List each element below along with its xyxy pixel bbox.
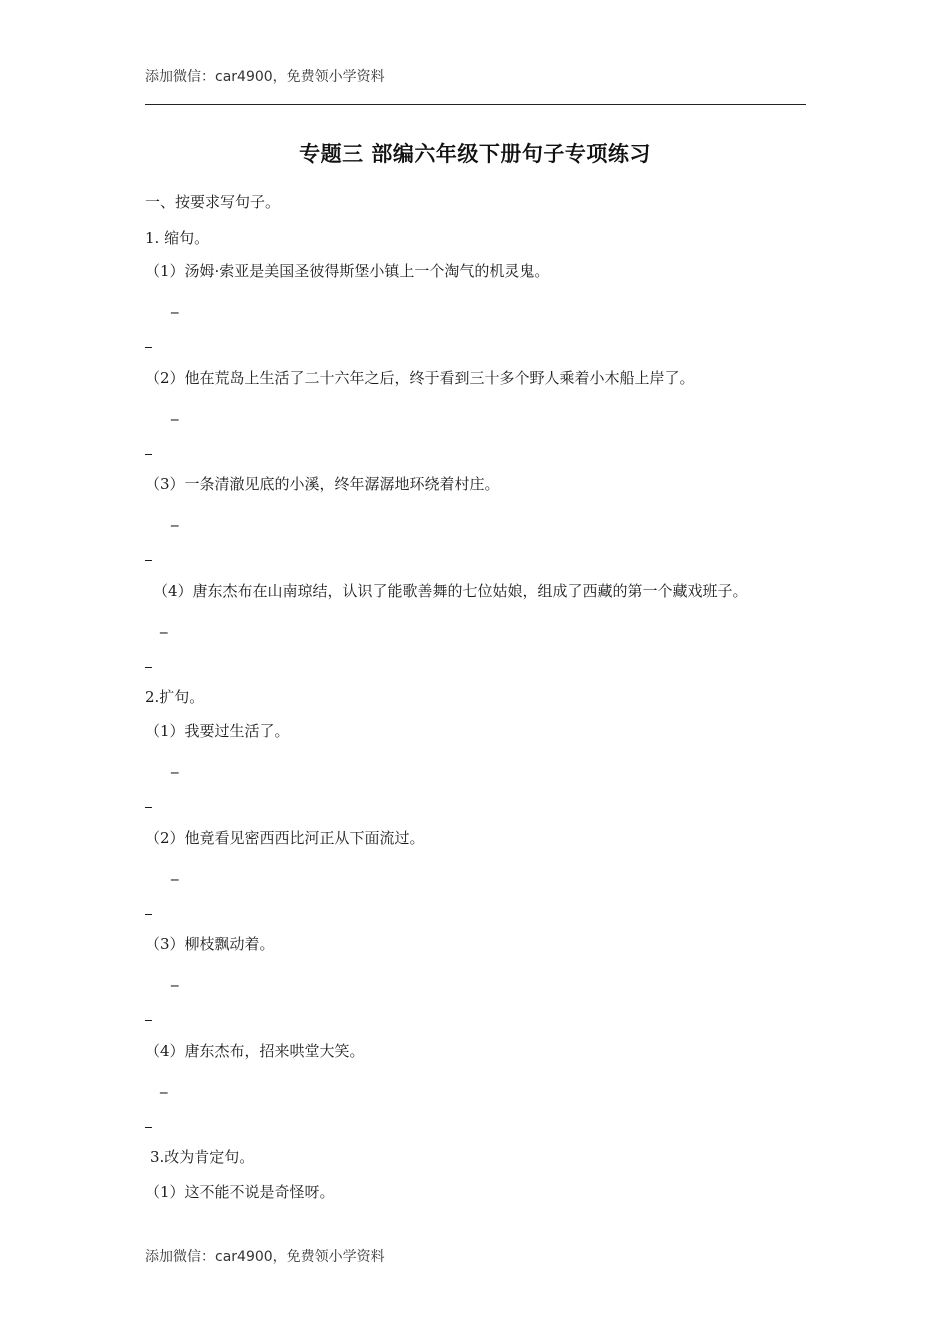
question-1-label: 1. 缩句。 xyxy=(145,229,210,247)
footer-note: 添加微信：car4900，免费领小学资料 xyxy=(145,1249,385,1265)
question-2-label: 2.扩句。 xyxy=(145,688,205,706)
answer-line-start[interactable]: _ xyxy=(171,403,179,421)
question-3-label: 3.改为肯定句。 xyxy=(150,1148,255,1166)
answer-line-end[interactable] xyxy=(145,1009,151,1019)
answer-line-end[interactable] xyxy=(145,656,151,666)
header-note: 添加微信：car4900，免费领小学资料 xyxy=(145,69,385,85)
answer-line-start[interactable]: _ xyxy=(160,616,168,634)
question-1-item: （4）唐东杰布在山南琼结，认识了能歌善舞的七位姑娘，组成了西藏的第一个藏戏班子。 xyxy=(153,582,748,600)
question-2-item: （4）唐东杰布，招来哄堂大笑。 xyxy=(145,1042,365,1060)
question-3-item: （1）这不能不说是奇怪呀。 xyxy=(145,1183,335,1201)
question-1-item: （3）一条清澈见底的小溪，终年潺潺地环绕着村庄。 xyxy=(145,475,500,493)
answer-line-end[interactable] xyxy=(145,549,151,559)
answer-line-start[interactable]: _ xyxy=(160,1076,168,1094)
answer-line-end[interactable] xyxy=(145,336,151,346)
question-1-item: （2）他在荒岛上生活了二十六年之后，终于看到三十多个野人乘着小木船上岸了。 xyxy=(145,369,695,387)
answer-line-start[interactable]: _ xyxy=(171,969,179,987)
question-2-item: （2）他竟看见密西西比河正从下面流过。 xyxy=(145,829,425,847)
answer-line-start[interactable]: _ xyxy=(171,863,179,881)
answer-line-end[interactable] xyxy=(145,443,151,453)
answer-line-end[interactable] xyxy=(145,903,151,913)
question-2-item: （1）我要过生活了。 xyxy=(145,722,290,740)
answer-line-start[interactable]: _ xyxy=(171,756,179,774)
page-title: 专题三 部编六年级下册句子专项练习 xyxy=(299,142,651,166)
question-1-item: （1）汤姆·索亚是美国圣彼得斯堡小镇上一个淘气的机灵鬼。 xyxy=(145,262,550,280)
answer-line-start[interactable]: _ xyxy=(171,509,179,527)
answer-line-end[interactable] xyxy=(145,1116,151,1126)
header-divider xyxy=(145,104,806,105)
section-heading: 一、按要求写句子。 xyxy=(145,193,281,211)
answer-line-start[interactable]: _ xyxy=(171,296,179,314)
answer-line-end[interactable] xyxy=(145,796,151,806)
question-2-item: （3）柳枝飘动着。 xyxy=(145,935,275,953)
